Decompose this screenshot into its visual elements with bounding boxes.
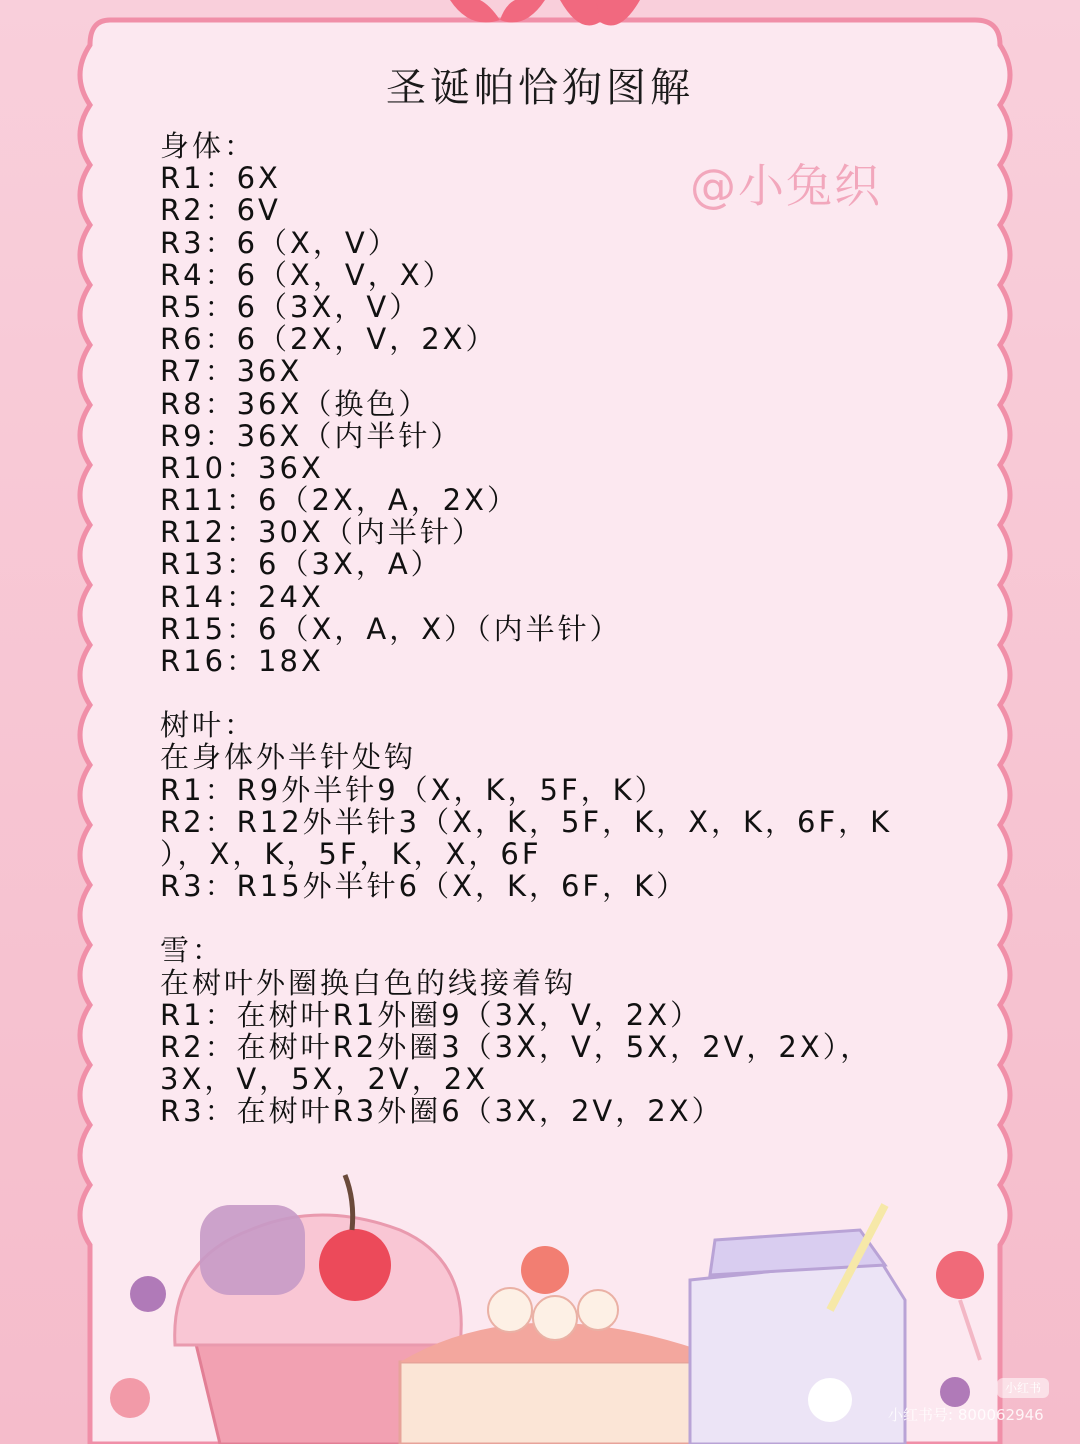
pattern-row: ），X，K，5F，K，X，6F — [160, 836, 542, 871]
pattern-row: 在树叶外圈换白色的线接着钩 — [160, 965, 577, 1000]
pattern-row: R3：6（X，V） — [160, 225, 400, 260]
section-heading: 身体： — [160, 129, 257, 163]
pattern-row: R1：在树叶R1外圈9（3X，V，2X） — [160, 997, 703, 1032]
pattern-row: R7：36X — [160, 354, 303, 389]
section-snow — [160, 934, 940, 1127]
pattern-instructions — [160, 130, 940, 1127]
pattern-row: R1：R9外半针9（X，K，5F，K） — [160, 772, 667, 807]
pattern-row: R2：R12外半针3（X，K，5F，K，X，K，6F，K — [160, 804, 893, 839]
pattern-row: R8：36X（换色） — [160, 386, 431, 421]
pattern-row: R5：6（3X，V） — [160, 289, 422, 324]
pattern-row: R11：6（2X，A，2X） — [160, 483, 519, 518]
section-leaves — [160, 709, 940, 902]
pattern-row: R13：6（3X，A） — [160, 547, 443, 582]
pattern-row: 3X，V，5X，2V，2X — [160, 1062, 489, 1097]
pattern-row: R2：6V — [160, 193, 281, 228]
section-spacer — [160, 902, 940, 934]
xiaohongshu-logo: 小红书 — [997, 1378, 1049, 1398]
page-title: 圣诞帕恰狗图解 — [386, 65, 694, 111]
pattern-row: R10：36X — [160, 450, 324, 485]
pattern-row: R14：24X — [160, 579, 324, 614]
xiaohongshu-id: 小红书号: 800062946 — [888, 1406, 1044, 1424]
section-heading: 树叶： — [160, 708, 257, 743]
pattern-row: R12：30X（内半针） — [160, 515, 484, 550]
pattern-row: R4：6（X，V，X） — [160, 257, 455, 292]
pattern-row: 在身体外半针处钩 — [160, 740, 417, 775]
section-spacer — [160, 677, 940, 709]
section-body — [160, 130, 940, 677]
pattern-row: R2：在树叶R2外圈3（3X，V，5X，2V，2X）， — [160, 1029, 873, 1064]
pattern-row: R3：在树叶R3外圈6（3X，2V，2X） — [160, 1094, 724, 1129]
pattern-row: R15：6（X，A，X）（内半针） — [160, 611, 622, 646]
section-heading: 雪： — [160, 933, 225, 968]
pattern-row: R9：36X（内半针） — [160, 418, 463, 453]
pattern-row: R6：6（2X，V，2X） — [160, 322, 498, 357]
author-watermark: @小兔织 — [690, 159, 882, 213]
pattern-row: R3：R15外半针6（X，K，6F，K） — [160, 869, 689, 904]
pattern-row: R1：6X — [160, 161, 281, 196]
pattern-row: R16：18X — [160, 644, 324, 678]
